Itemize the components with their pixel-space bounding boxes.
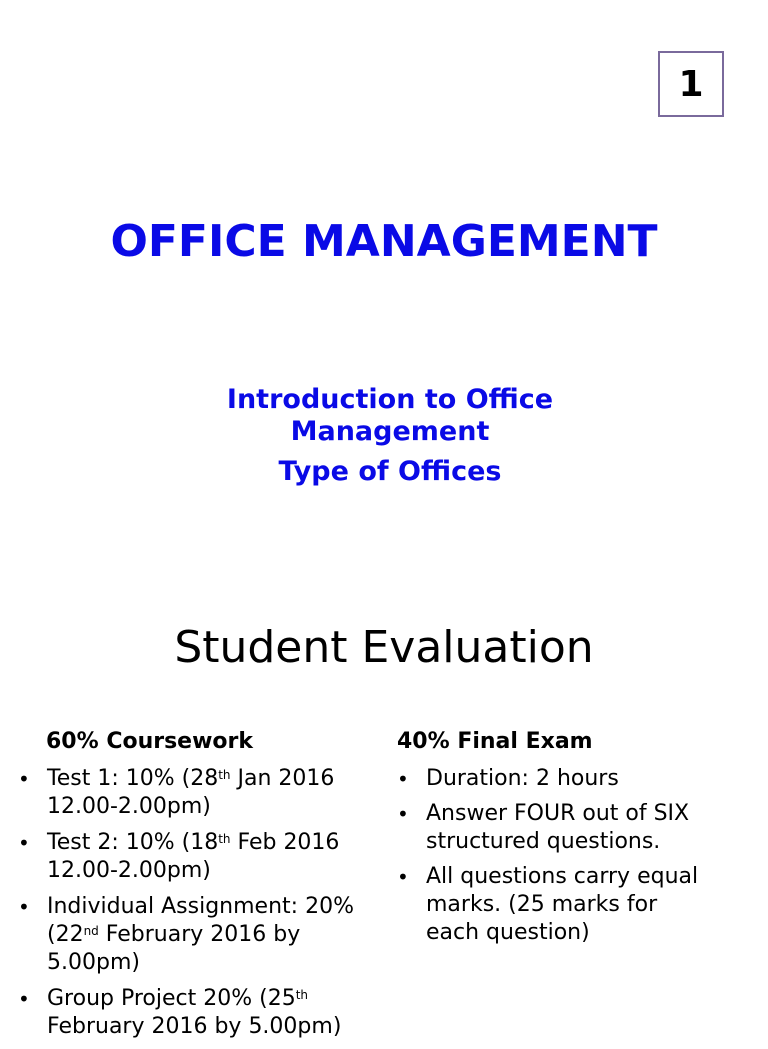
subtitle-line-types: Type of Offices: [278, 456, 502, 487]
list-item: • All questions carry equal marks. (25 marks for each question): [397, 864, 699, 945]
bullet-icon: •: [397, 802, 409, 826]
bullet-icon: •: [397, 767, 409, 791]
bullet-icon: •: [18, 831, 30, 855]
page-title: OFFICE MANAGEMENT: [110, 216, 658, 267]
list-item: • Duration: 2 hours: [397, 766, 619, 791]
subtitle: [184, 384, 596, 488]
bullet-icon: •: [397, 865, 409, 889]
list-item: • Answer FOUR out of SIX structured questions.: [397, 801, 690, 854]
evaluation-heading: Student Evaluation: [174, 622, 594, 673]
bullet-icon: •: [18, 987, 30, 1011]
list-item: • Test 2: 10% (18th Feb 2016 12.00-2.00pm): [18, 830, 340, 883]
final-exam-heading: 40% Final Exam: [397, 729, 593, 754]
coursework-list: [18, 765, 368, 1041]
coursework-heading: 60% Coursework: [46, 729, 254, 754]
evaluation-slide: [0, 580, 768, 1039]
page-number-box: 1: [658, 51, 724, 117]
final-exam-column: [397, 728, 717, 954]
bullet-icon: •: [18, 767, 30, 791]
list-item: • Test 1: 10% (28th Jan 2016 12.00-2.00pm): [18, 766, 335, 819]
list-item: • Individual Assignment: 20% (22nd February 2016 by 5.00pm): [18, 894, 354, 975]
bullet-icon: •: [18, 895, 30, 919]
list-item: • Group Project 20% (25th February 2016 by 5.00pm): [18, 986, 342, 1039]
coursework-column: [18, 728, 368, 1049]
final-exam-list: [397, 765, 717, 947]
subtitle-line-intro: Introduction to Office Management: [226, 384, 554, 447]
